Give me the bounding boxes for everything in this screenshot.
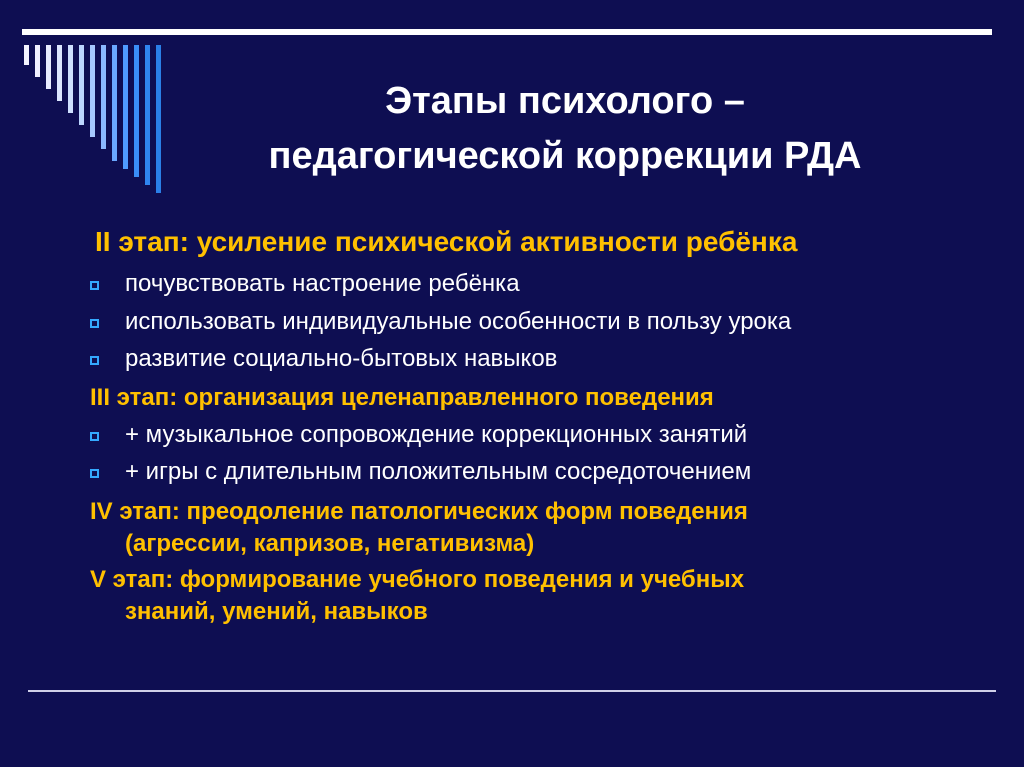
stage-2-item-1: почувствовать настроение ребёнка <box>125 270 520 297</box>
bullet-square-icon <box>90 356 99 365</box>
stage-2-item-2: использовать индивидуальные особенности в пользу урока <box>125 308 792 335</box>
bullet-square-icon <box>90 319 99 328</box>
bullet-square-icon <box>90 432 99 441</box>
stripe <box>112 45 117 161</box>
stripe <box>134 45 139 177</box>
stripe <box>90 45 95 137</box>
stage-2-heading: II этап: усиление психической активности ребёнка <box>95 226 798 257</box>
stripe <box>57 45 62 101</box>
title-line-1: Этапы психолого – <box>385 80 745 122</box>
stage-3-heading: III этап: организация целенаправленного поведения <box>90 384 714 411</box>
stripe <box>156 45 161 193</box>
stripe <box>24 45 29 65</box>
stage-2-item-3: развитие социально-бытовых навыков <box>125 345 558 372</box>
decorative-stripes <box>0 0 180 200</box>
bullet-square-icon <box>90 469 99 478</box>
stage-4-heading-cont: (агрессии, капризов, негативизма) <box>125 530 535 557</box>
bullet-square-icon <box>90 281 99 290</box>
title-line-2: педагогической коррекции РДА <box>268 135 862 177</box>
stage-5-heading: V этап: формирование учебного поведения и учебных <box>90 566 745 593</box>
stage-5-heading-cont: знаний, умений, навыков <box>125 598 428 625</box>
stage-3-item-1: + музыкальное сопровождение коррекционных занятий <box>125 421 748 448</box>
stripe <box>145 45 150 185</box>
stripe <box>101 45 106 149</box>
stripe <box>35 45 40 77</box>
stripe <box>123 45 128 169</box>
slide-title <box>180 74 950 184</box>
stage-3-item-2: + игры с длительным положительным сосредоточением <box>125 458 752 485</box>
bottom-rule <box>28 690 996 692</box>
stripe <box>46 45 51 89</box>
stripe <box>68 45 73 113</box>
stripe <box>79 45 84 125</box>
stage-4-heading: IV этап: преодоление патологических форм поведения <box>90 498 748 525</box>
